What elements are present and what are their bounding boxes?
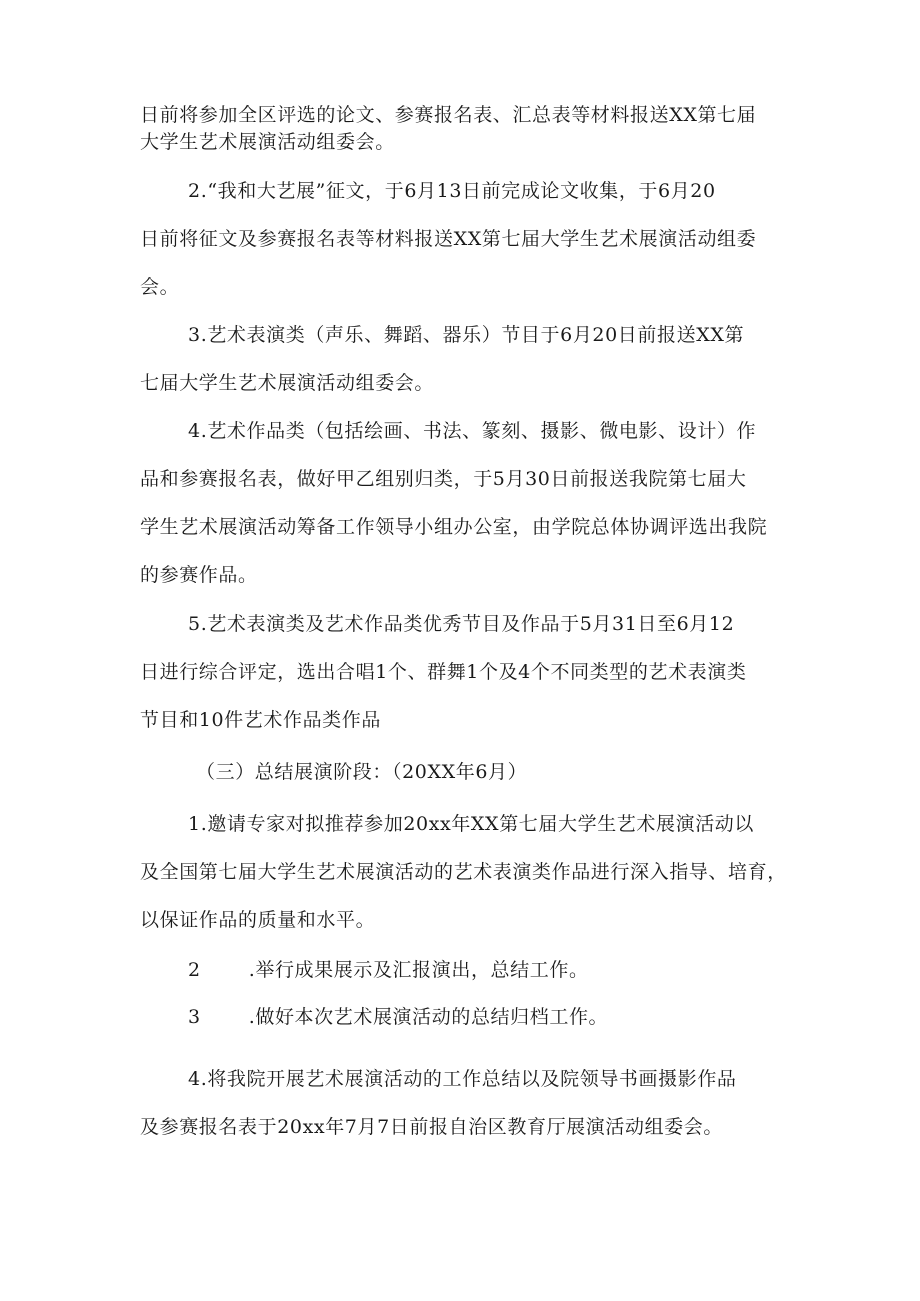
item-2-number: 2 bbox=[188, 959, 201, 981]
intro-line-2: 大学生艺术展演活动组委会。 bbox=[140, 131, 395, 153]
para-3-line-1: 3.艺术表演类（声乐、舞蹈、器乐）节目于6月20日前报送XX第 bbox=[188, 324, 745, 346]
intro-line-1: 日前将参加全区评选的论文、参赛报名表、汇总表等材料报送XX第七届 bbox=[140, 104, 757, 126]
item-2-text: .举行成果展示及汇报演出，总结工作。 bbox=[248, 959, 589, 981]
section-3-item-2 bbox=[188, 958, 790, 982]
para-3-line-2: 七届大学生艺术展演活动组委会。 bbox=[140, 372, 435, 394]
section-3-item-1-line-3: 以保证作品的质量和水平。 bbox=[140, 909, 376, 931]
section-3-item-1-line-2: 及全国第七届大学生艺术展演活动的艺术表演类作品进行深入指导、培育， bbox=[140, 861, 787, 883]
section-3-item-4-line-1: 4.将我院开展艺术展演活动的工作总结以及院领导书画摄影作品 bbox=[188, 1068, 737, 1090]
para-5-line-2: 日进行综合评定，选出合唱1个、群舞1个及4个不同类型的艺术表演类 bbox=[140, 661, 747, 683]
para-2-line-3: 会。 bbox=[140, 276, 180, 298]
para-4-line-2: 品和参赛报名表，做好甲乙组别归类，于5月30日前报送我院第七届大 bbox=[140, 468, 747, 490]
item-3-text: .做好本次艺术展演活动的总结归档工作。 bbox=[248, 1006, 609, 1028]
para-5-line-1: 5.艺术表演类及艺术作品类优秀节目及作品于5月31日至6月12 bbox=[188, 613, 735, 635]
section-3-heading: （三）总结展演阶段：（20XX年6月） bbox=[196, 761, 528, 783]
para-2-line-1: 2.“我和大艺展”征文，于6月13日前完成论文收集，于6月20 bbox=[188, 180, 716, 202]
para-2-line-2: 日前将征文及参赛报名表等材料报送XX第七届大学生艺术展演活动组委 bbox=[140, 228, 757, 250]
section-3-item-1-line-1: 1.邀请专家对拟推荐参加20xx年XX第七届大学生艺术展演活动以 bbox=[188, 813, 754, 835]
para-4-line-1: 4.艺术作品类（包括绘画、书法、篆刻、摄影、微电影、设计）作 bbox=[188, 420, 757, 442]
section-3-item-3 bbox=[188, 1005, 790, 1029]
item-3-number: 3 bbox=[188, 1006, 201, 1028]
section-3-item-4-line-2: 及参赛报名表于20xx年7月7日前报自治区教育厅展演活动组委会。 bbox=[140, 1116, 723, 1138]
para-4-line-3: 学生艺术展演活动筹备工作领导小组办公室，由学院总体协调评选出我院 bbox=[140, 516, 768, 538]
para-5-line-3: 节目和10件艺术作品类作品 bbox=[140, 709, 381, 731]
para-4-line-4: 的参赛作品。 bbox=[140, 564, 258, 586]
